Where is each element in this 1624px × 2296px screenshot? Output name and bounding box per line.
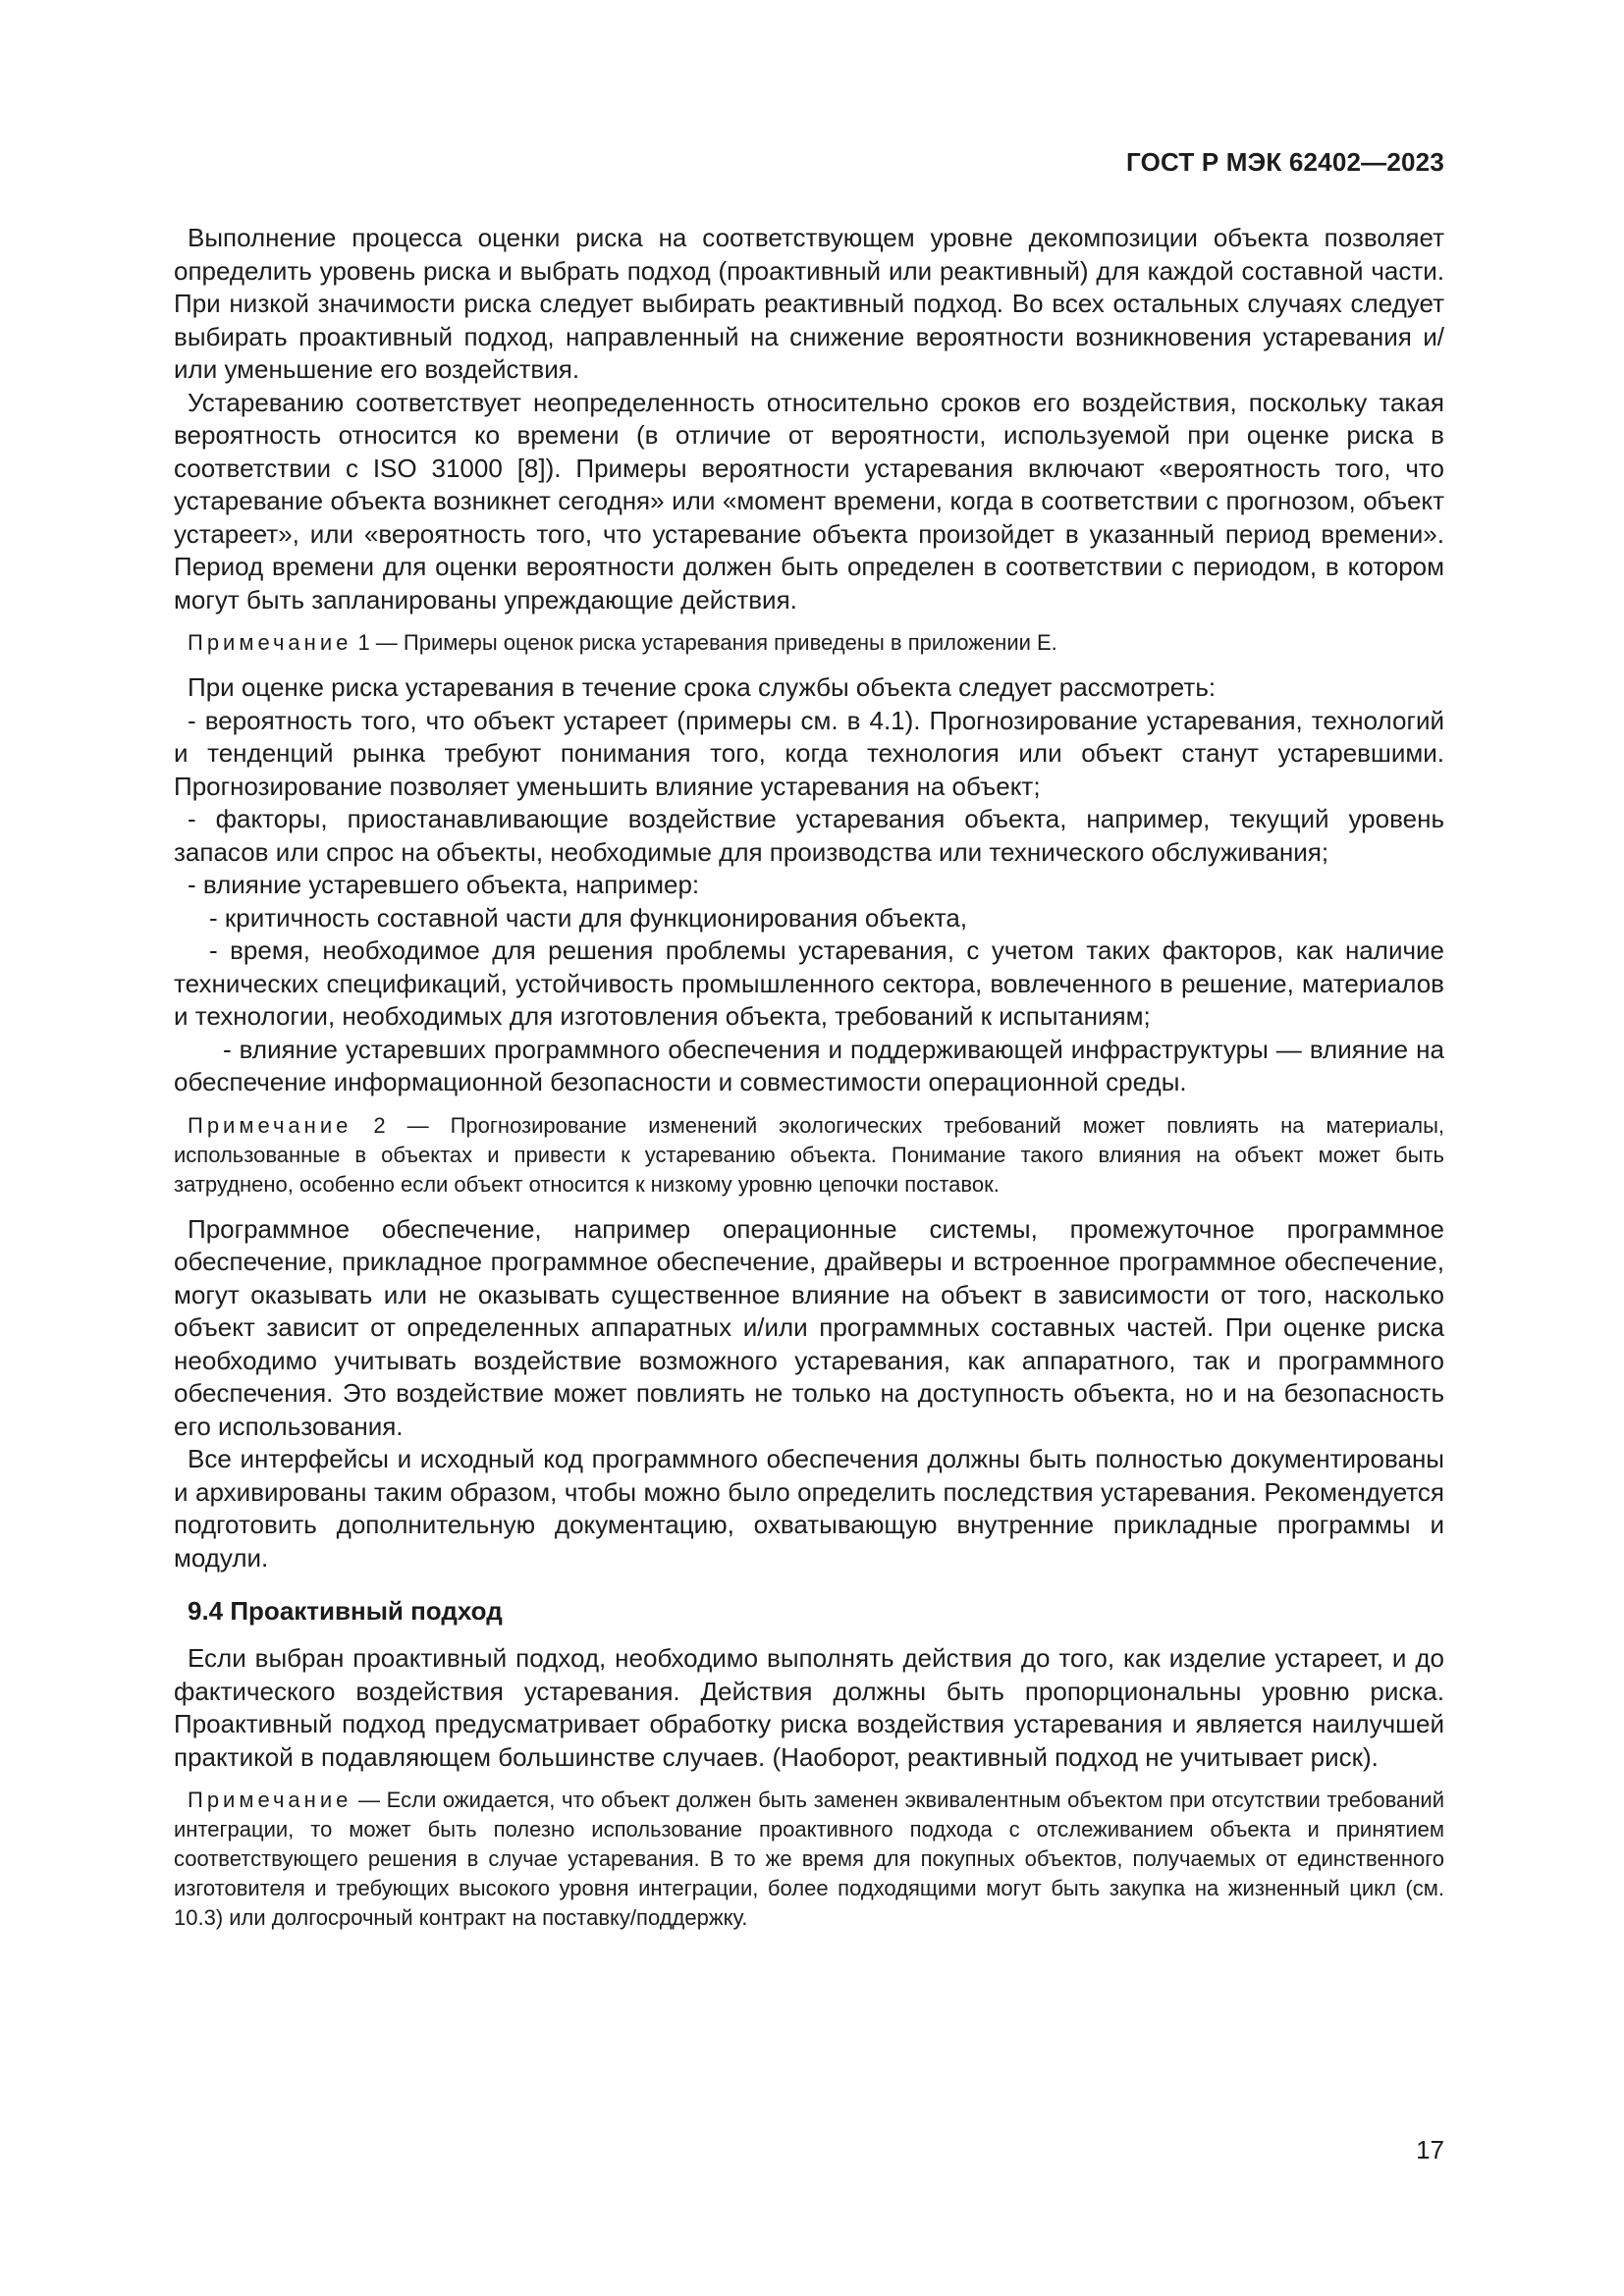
note-1-label: Примечание	[188, 630, 352, 655]
paragraph-risk-consider: При оценке риска устаревания в течение срока службы объекта следует рассмотреть:	[188, 672, 1217, 702]
consideration-list	[174, 705, 1444, 1099]
list-subitem: - критичность составной части для функционирования объекта,	[209, 902, 968, 933]
note-3-text: — Если ожидается, что объект должен быть заменен эквивалентным объектом при отсутствии требований интеграции, то может быть полезно использование проактивного подхода с отслеживанием объекта и принятием соответствующего решения в случае устаревания. В то же время для покупных объектов, получаемых от единственного изготовителя и требующих высокого уровня интеграции, более подходящими могут быть закупка на жизненный цикл (см. 10.3) или долгосрочный контракт на поставку/поддержку.	[174, 1788, 1444, 1930]
note-3-label: Примечание	[188, 1788, 352, 1812]
note-1	[174, 628, 1444, 658]
note-2-text: 2 — Прогнозирование изменений экологических требований может повлиять на материалы, использованные в объектах и привести к устареванию объекта. Понимание такого влияния на объект может быть затруднено, особенно если объект относится к низкому уровню цепочки поставок.	[174, 1112, 1444, 1197]
list-item: - факторы, приостанавливающие воздействие устаревания объекта, например, текущий уровень запасов или спрос на объекты, необходимые для производства или технического обслуживания;	[174, 804, 1444, 867]
document-page	[174, 0, 1444, 2296]
note-3	[174, 1786, 1444, 1933]
list-item: - влияние устаревшего объекта, например:	[188, 870, 700, 899]
list-item: - вероятность того, что объект устареет (примеры см. в 4.1). Прогнозирование устаревания, технологий и тенденций рынка требуют понимания того, когда технология или объект станут устаревшими. Прогнозирование позволяет уменьшить влияние устаревания на объект;	[174, 705, 1444, 801]
note-2-label: Примечание	[188, 1112, 352, 1138]
paragraph-software: Программное обеспечение, например операционные системы, промежуточное программное обеспечение, прикладное программное обеспечение, драйверы и встроенное программное обеспечение, могут оказывать или не оказывать существенное влияние на объект в зависимости от того, насколько объект зависит от определенных аппаратных и/или программных составных частей. При оценке риска необходимо учитывать воздействие возможного устаревания, как аппаратного, так и программного обеспечения. Это воздействие может повлиять не только на доступность объекта, но и на безопасность его использования.	[174, 1213, 1444, 1441]
page-content	[174, 222, 1444, 1947]
paragraph-interfaces: Все интерфейсы и исходный код программного обеспечения должны быть полностью документированы и архивированы таким образом, чтобы можно было определить последствия устаревания. Рекомендуется подготовить дополнительную документацию, охватывающую внутренние прикладные программы и модули.	[174, 1444, 1444, 1573]
page-number: 17	[1416, 2135, 1444, 2164]
list-subitem: - влияние устаревших программного обеспечения и поддерживающей инфраструктуры — влияние на обеспечение информационной безопасности и совместимости операционной среды.	[174, 1034, 1444, 1096]
standard-designation: ГОСТ Р МЭК 62402—2023	[1125, 147, 1444, 177]
list-subitem: - время, необходимое для решения проблемы устаревания, с учетом таких факторов, как наличие технических спецификаций, устойчивость промышленного сектора, вовлеченного в решение, материалов и технологии, необходимых для изготовления объекта, требований к испытаниям;	[174, 935, 1444, 1031]
paragraph-obsolescence-probability: Устареванию соответствует неопределенность относительно сроков его воздействия, поскольку такая вероятность относится ко времени (в отличие от вероятности, используемой при оценке риска в соответствии с ISO 31000 [8]). Примеры вероятности устаревания включают «вероятность того, что устаревание объекта возникнет сегодня» или «момент времени, когда в соответствии с прогнозом, объект устареет», или «вероятность того, что устаревание объекта произойдет в указанный период времени». Период времени для оценки вероятности должен быть определен в соответствии с периодом, в котором могут быть запланированы упреждающие действия.	[174, 387, 1444, 614]
note-2	[174, 1111, 1444, 1200]
paragraph-risk-assessment: Выполнение процесса оценки риска на соответствующем уровне декомпозиции объекта позволяет определить уровень риска и выбрать подход (проактивный или реактивный) для каждой составной части. При низкой значимости риска следует выбирать реактивный подход. Во всех остальных случаях следует выбирать проактивный подход, направленный на снижение вероятности возникновения устаревания и/или уменьшение его воздействия.	[174, 223, 1444, 384]
section-heading-9-4: 9.4 Проактивный подход	[188, 1596, 503, 1626]
note-1-text: 1 — Примеры оценок риска устаревания приведены в приложении Е.	[352, 630, 1057, 655]
paragraph-proactive: Если выбран проактивный подход, необходимо выполнять действия до того, как изделие устареет, и до фактического воздействия устаревания. Действия должны быть пропорциональны уровню риска. Проактивный подход предусматривает обработку риска воздействия устаревания и является наилучшей практикой в подавляющем большинстве случаев. (Наоборот, реактивный подход не учитывает риск).	[174, 1643, 1444, 1772]
